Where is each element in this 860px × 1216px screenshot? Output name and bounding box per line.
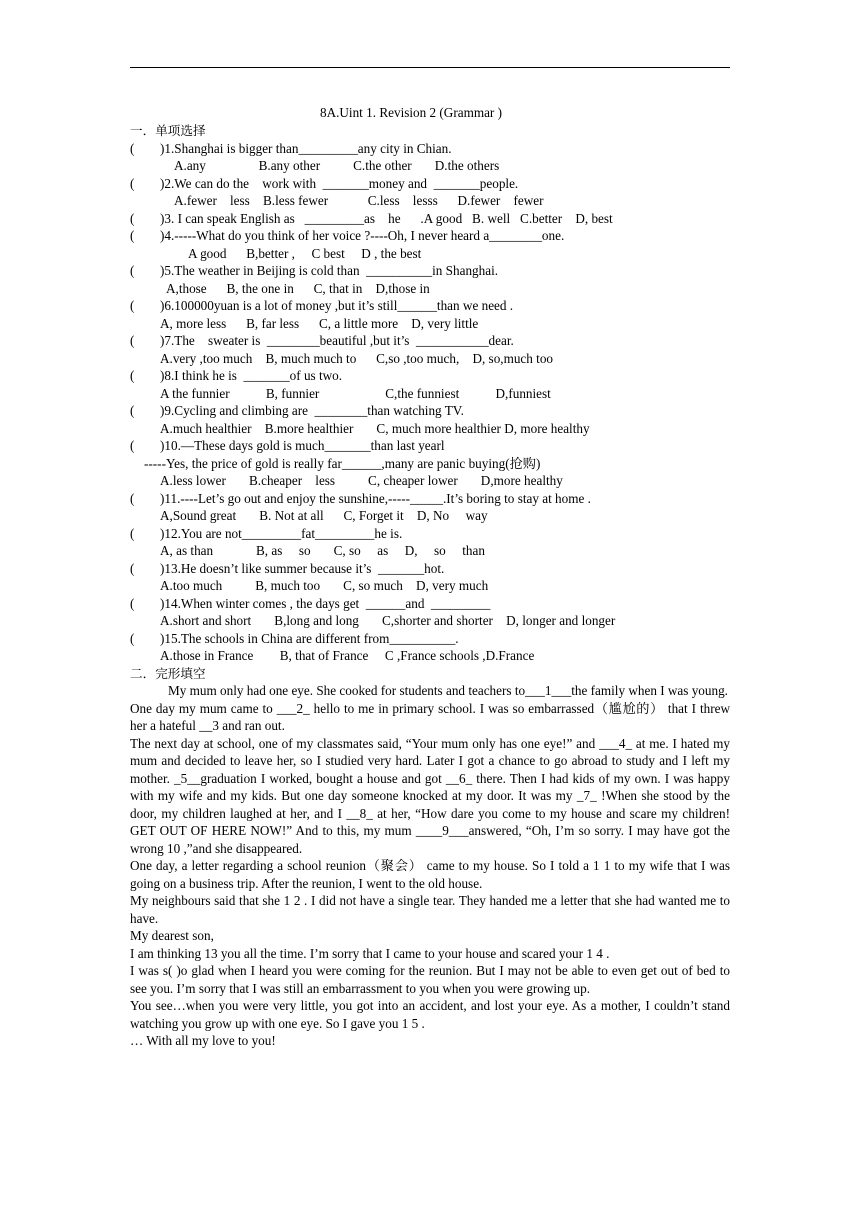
options-11: A,Sound great B. Not at all C, Forget it D, No way [160, 508, 488, 523]
question-list-2 [130, 490, 730, 665]
passage-paragraph: One day my mum came to ___2_ hello to me in primary school. I was so embarrassed（尴尬的） that I threw her a hateful __3 and ran out. [130, 700, 730, 733]
options-14: A.short and short B,long and long C,shorter and shorter D, longer and longer [160, 613, 616, 628]
options-7: A.very ,too much B, much much to C,so ,too much, D, so,much too [160, 350, 554, 366]
question-14: ( )14.When winter comes , the days get ______and _________ [130, 595, 491, 611]
options-15: A.those in France B, that of France C ,France schools ,D.France [160, 648, 535, 663]
question-11: ( )11.----Let’s go out and enjoy the sunshine,-----_____.It’s boring to stay at home . [130, 490, 591, 506]
passage-paragraph: I was s( )o glad when I heard you were coming for the reunion. But I may not be able to even get out of bed to see you. I’m sorry that I was still an embarrassment to you when you were growing up. [130, 963, 730, 996]
options-2: A.fewer less B.less fewer C.less lesss D.fewer fewer [174, 193, 544, 208]
passage-paragraph: You see…when you were very little, you got into an accident, and lost your eye. As a mother, I couldn’t stand watching you grow up with one eye. So I gave you 1 5 . [130, 998, 730, 1031]
options-4: A good B,better , C best D , the best [188, 245, 422, 261]
options-5: A,those B, the one in C, that in D,those in [166, 280, 430, 296]
letter-closing: … With all my love to you! [130, 1033, 276, 1048]
options-12: A, as than B, as so C, so as D, so than [160, 543, 485, 558]
worksheet [130, 104, 730, 1050]
question-2: ( )2.We can do the work with _______money and _______people. [130, 175, 519, 191]
question-1: ( )1.Shanghai is bigger than_________any city in Chian. [130, 140, 452, 156]
options-6: A, more less B, far less C, a little more D, very little [160, 315, 479, 331]
passage-paragraph: One day, a letter regarding a school reunion（聚会） came to my house. So I told a 1 1 to my wife that I was going on a business trip. After the reunion, I went to the old house. [130, 858, 730, 891]
passage-paragraph: My mum only had one eye. She cooked for students and teachers to___1___the family when I was young. [168, 683, 728, 698]
question-4: ( )4.-----What do you think of her voice ?----Oh, I never heard a________one. [130, 228, 565, 243]
question-12: ( )12.You are not_________fat_________he is. [130, 525, 403, 541]
question-9: ( )9.Cycling and climbing are ________than watching TV. [130, 403, 464, 418]
question-7: ( )7.The sweater is ________beautiful ,but it’s ___________dear. [130, 333, 514, 348]
question-10-reply: -----Yes, the price of gold is really far______,many are panic buying(抢购) [144, 455, 541, 471]
question-5: ( )5.The weather in Beijing is cold than __________in Shanghai. [130, 263, 499, 278]
question-3: ( )3. I can speak English as _________as he .A good B. well C.better D, best [130, 210, 613, 226]
options-9: A.much healthier B.more healthier C, much more healthier D, more healthy [160, 420, 590, 436]
question-15: ( )15.The schools in China are different from__________. [130, 630, 459, 646]
passage-paragraph: The next day at school, one of my classmates said, “Your mum only has one eye!” and ___4_ at me. I hated my mum and decided to leave her, so I studied very hard. Later I got a chance to go abroad to study and I left my mother. _5__graduation I worked, bought a house and got __6_ there. Then I had kids of my own. I was happy with my wife and my kids. But one day someone knocked at my door. It was my _7_ !When she stood by the door, my children laughed at her, and I __8_ at her, “How dare you come to my house and scare my children! GET OUT OF HERE NOW!” And to this, my mum ____9___answered, “Oh, I’m so sorry. I may have got the wrong 10 ,”and she disappeared. [130, 735, 730, 856]
passage-paragraph: I am thinking 13 you all the time. I’m sorry that I came to your house and scared your 1 4 . [130, 945, 610, 961]
cloze-passage [130, 682, 730, 1050]
question-list-1 [130, 140, 730, 490]
question-10: ( )10.—These days gold is much_______than last yearl [130, 438, 445, 453]
passage-paragraph: My neighbours said that she 1 2 . I did not have a single tear. They handed me a letter that she had wanted me to have. [130, 893, 730, 926]
options-1: A.any B.any other C.the other D.the others [174, 158, 500, 173]
options-13: A.too much B, much too C, so much D, very much [160, 578, 489, 593]
question-13: ( )13.He doesn’t like summer because it’s _______hot. [130, 560, 445, 576]
section-heading-choice: 一．单项选择 [130, 123, 206, 138]
question-8: ( )8.I think he is _______of us two. [130, 368, 343, 383]
top-rule [130, 67, 730, 68]
question-6: ( )6.100000yuan is a lot of money ,but it’s still______than we need . [130, 298, 514, 313]
page-title: 8A.Uint 1. Revision 2 (Grammar ) [319, 105, 503, 120]
letter-greeting: My dearest son, [130, 928, 214, 943]
options-10: A.less lower B.cheaper less C, cheaper lower D,more healthy [160, 473, 563, 488]
options-8: A the funnier B, funnier C,the funniest D,funniest [160, 385, 551, 401]
section-heading-cloze: 二．完形填空 [130, 665, 206, 681]
